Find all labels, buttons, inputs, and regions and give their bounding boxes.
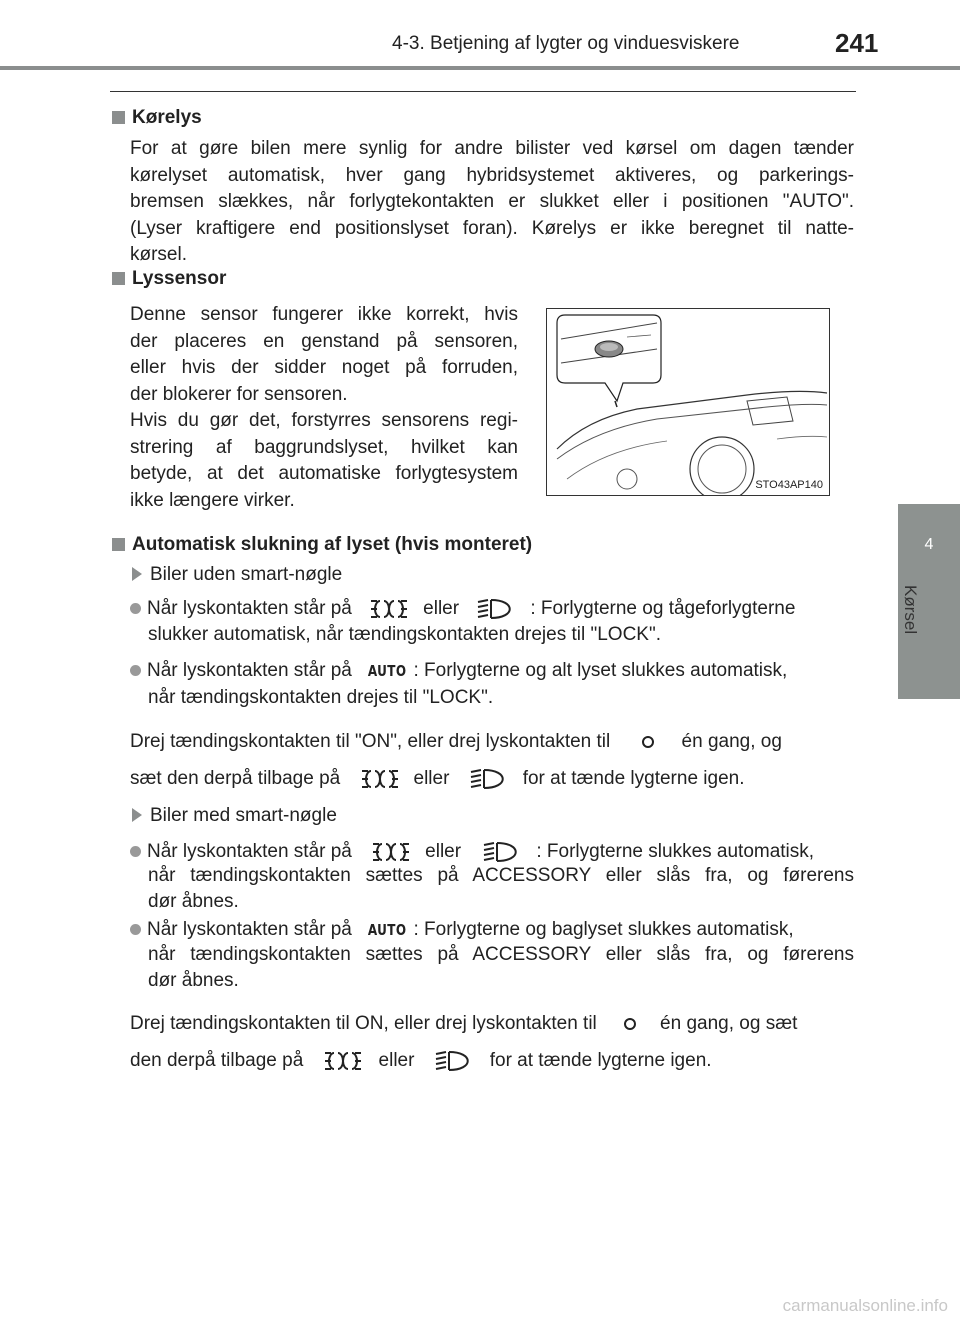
square-bullet-icon: [112, 538, 125, 551]
headlamp-icon: [434, 1049, 474, 1073]
square-bullet-icon: [112, 111, 125, 124]
square-bullet-icon: [112, 272, 125, 285]
bullet-dot-icon: [130, 603, 141, 614]
triangle-bullet-icon: [132, 808, 142, 822]
bullet-no-smart-2-cont: når tændingskontakten drejes til "LOCK".: [148, 687, 494, 708]
bullet-no-smart-1-cont: slukker automatisk, når tændingskontakten drejes til "LOCK".: [148, 624, 661, 645]
light-sensor-illustration: [546, 308, 830, 496]
no-smart-instruction-2: sæt den derpå tilbage på eller for at tænde lygterne igen.: [130, 768, 745, 789]
bullet-dot-icon: [130, 846, 141, 857]
bullet-smart-1: Når lyskontakten står på eller : Forlygterne slukkes automatisk,: [130, 839, 814, 866]
page-header: [0, 0, 960, 70]
heading-lyssensor: Lyssensor: [112, 268, 226, 290]
tail-lamp-icon: [360, 767, 400, 791]
watermark: carmanualsonline.info: [782, 1296, 948, 1315]
figure-code: STO43AP140: [755, 479, 823, 491]
smart-instruction-1: Drej tændingskontakten til ON, eller drej lyskontakten til én gang, og sæt: [130, 1013, 798, 1034]
auto-icon: AUTO: [367, 921, 407, 939]
bullet-smart-2-cont2: dør åbnes.: [148, 970, 239, 991]
tail-lamp-icon: [371, 840, 411, 864]
chapter-label: Kørsel: [901, 585, 920, 635]
header-rule: [110, 91, 856, 92]
bullet-smart-1-cont2: dør åbnes.: [148, 891, 239, 912]
subhead-smart-key: Biler med smart-nøgle: [132, 803, 337, 830]
bullet-dot-icon: [130, 924, 141, 935]
section-title: 4-3. Betjening af lygter og vinduesviskere: [392, 33, 740, 54]
heading-korelys: Kørelys: [112, 107, 202, 129]
bullet-smart-2-cont: når tændingskontakten sættes på ACCESSORY eller slås fra, og førerens: [148, 944, 854, 965]
subhead-no-smart-key: Biler uden smart-nøgle: [132, 562, 342, 589]
korelys-paragraph: For at gøre bilen mere synlig for andre bilister ved kørsel om dagen tænder kørelyset automatisk, hver gang hybridsystemet aktiveres, og parkerings- bremsen slækkes, når forlygtekontakten er slukket eller i positionen "AUTO". (Lyser kraftigere end positionslyset foran). Kørelys er ikke beregnet til natte- kørsel.: [130, 138, 854, 265]
headlamp-icon: [469, 767, 509, 791]
lights-off-icon: [636, 730, 660, 754]
dashboard-sensor-drawing: [547, 309, 830, 496]
auto-icon: AUTO: [367, 662, 407, 680]
heading-automatisk: Automatisk slukning af lyset (hvis monteret): [112, 534, 532, 556]
lyssensor-paragraph: Denne sensor fungerer ikke korrekt, hvis der placeres en genstand på sensoren, eller hvis der sidder noget på forruden, der blokerer for sensoren. Hvis du gør det, forstyrres sensorens regi- strering af baggrundslyset, hvilket kan betyde, at det automatiske forlygtesystem ikke længere virker.: [130, 304, 518, 511]
lights-off-icon: [618, 1012, 642, 1036]
bullet-no-smart-1: Når lyskontakten står på eller : Forlygterne og tågeforlygterne: [130, 596, 795, 623]
headlamp-icon: [476, 597, 516, 621]
no-smart-instruction-1: Drej tændingskontakten til "ON", eller drej lyskontakten til én gang, og: [130, 731, 782, 752]
triangle-bullet-icon: [132, 567, 142, 581]
tail-lamp-icon: [369, 597, 409, 621]
headlamp-icon: [482, 840, 522, 864]
bullet-dot-icon: [130, 665, 141, 676]
chapter-number: 4: [924, 536, 934, 553]
tail-lamp-icon: [323, 1049, 363, 1073]
bullet-smart-2: Når lyskontakten står på AUTO : Forlygterne og baglyset slukkes automatisk,: [130, 917, 794, 944]
smart-instruction-2: den derpå tilbage på eller for at tænde lygterne igen.: [130, 1050, 712, 1071]
page-number: 241: [835, 28, 879, 58]
bullet-no-smart-2: Når lyskontakten står på AUTO : Forlygterne og alt lyset slukkes automatisk,: [130, 658, 787, 685]
bullet-smart-1-cont: når tændingskontakten sættes på ACCESSORY eller slås fra, og førerens: [148, 865, 854, 886]
